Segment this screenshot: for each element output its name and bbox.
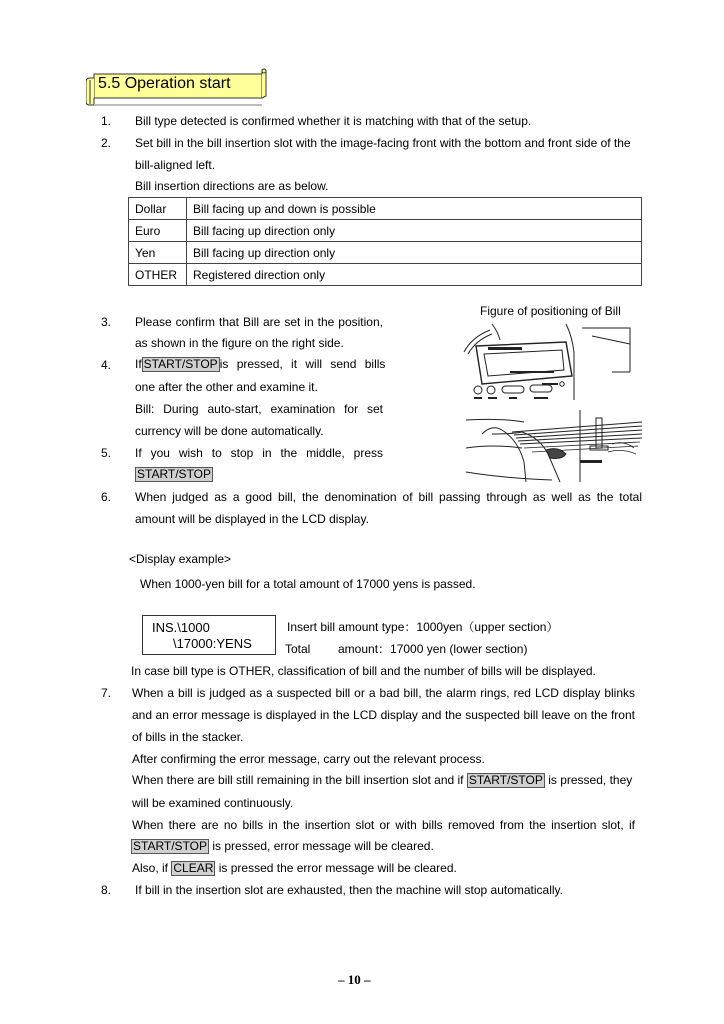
direction-cell: Bill facing up direction only bbox=[187, 220, 642, 242]
bill-positioning-figure bbox=[462, 322, 644, 482]
item-6-line-2: amount will be displayed in the LCD display. bbox=[135, 512, 369, 526]
item-7-line-7: When there are no bills in the insertion slot or with bills removed from the insertion slot, if bbox=[132, 818, 635, 832]
display-example-label: <Display example> bbox=[129, 552, 232, 566]
display-example-description: When 1000-yen bill for a total amount of 17000 yens is passed. bbox=[140, 577, 476, 591]
item-4-line-2: one after the other and examine it. bbox=[135, 380, 318, 394]
item-7-line-6: will be examined continuously. bbox=[132, 796, 294, 810]
currency-cell: OTHER bbox=[129, 264, 187, 286]
item-7-line-8 bbox=[131, 839, 434, 854]
item-number: 2. bbox=[101, 136, 112, 150]
item-7-line-1: When a bill is judged as a suspected bill or a bad bill, the alarm rings, red LCD display blinks bbox=[132, 686, 635, 700]
item-7-line-5 bbox=[132, 773, 632, 788]
table-row bbox=[129, 220, 642, 242]
item-7-line-5-post: is pressed, they bbox=[548, 773, 633, 787]
item-2-line-2: bill-aligned left. bbox=[135, 158, 216, 172]
item-2-line-1: Set bill in the bill insertion slot with the image-facing front with the bottom and front side of the bbox=[135, 136, 631, 150]
lcd-line-1: INS.\1000 bbox=[152, 620, 210, 635]
lcd-legend-lower-value: amount：17000 yen (lower section) bbox=[338, 642, 528, 656]
table-row bbox=[129, 264, 642, 286]
item-5-line-2 bbox=[135, 467, 213, 482]
other-bill-note: In case bill type is OTHER, classification of bill and the number of bills will be displayed. bbox=[131, 664, 596, 678]
item-3-line-2: as shown in the figure on the right side. bbox=[135, 336, 344, 350]
start-stop-key-label: START/STOP bbox=[133, 839, 208, 853]
currency-cell: Yen bbox=[129, 242, 187, 264]
item-7-line-5-pre: When there are bill still remaining in the bill insertion slot and if bbox=[132, 773, 464, 787]
item-3-line-1: Please confirm that Bill are set in the position, bbox=[135, 315, 383, 329]
item-number: 5. bbox=[101, 446, 112, 460]
lcd-display-example bbox=[142, 615, 276, 655]
item-7-line-3: of bills in the stacker. bbox=[132, 730, 244, 744]
item-7-line-9-post: is pressed the error message will be cleared. bbox=[218, 861, 457, 875]
item-number: 8. bbox=[101, 883, 112, 897]
start-stop-key-label: START/STOP bbox=[137, 467, 212, 481]
table-row bbox=[129, 242, 642, 264]
item-7-line-4: After confirming the error message, carry out the relevant process. bbox=[132, 752, 485, 766]
item-7-line-8-post: is pressed, error message will be cleared. bbox=[212, 839, 434, 853]
item-4-line-3: Bill: During auto-start, examination for set bbox=[135, 402, 383, 416]
item-7-line-2: and an error message is displayed in the LCD display and the suspected bill leave on the front bbox=[132, 708, 635, 722]
start-stop-key-label: START/STOP bbox=[143, 357, 218, 371]
item-4-pre: If bbox=[135, 357, 142, 371]
item-number: 7. bbox=[101, 686, 112, 700]
bill-direction-table bbox=[128, 197, 642, 286]
bill-counter-machine-illustration bbox=[462, 322, 644, 482]
item-2-line-3: Bill insertion directions are as below. bbox=[135, 179, 329, 193]
item-7-line-9-pre: Also, if bbox=[132, 861, 169, 875]
item-number: 1. bbox=[101, 114, 112, 128]
item-number: 6. bbox=[101, 490, 112, 504]
figure-caption: Figure of positioning of Bill bbox=[480, 304, 621, 318]
lcd-legend-upper: Insert bill amount type：1000yen（upper section） bbox=[287, 620, 559, 634]
start-stop-key-label: START/STOP bbox=[468, 773, 543, 787]
direction-cell: Registered direction only bbox=[187, 264, 642, 286]
item-7-line-9 bbox=[132, 861, 457, 876]
section-heading-banner bbox=[86, 68, 266, 105]
direction-cell: Bill facing up direction only bbox=[187, 242, 642, 264]
item-4-line-1 bbox=[135, 357, 386, 372]
item-4-line-4: currency will be done automatically. bbox=[135, 424, 324, 438]
lcd-legend-lower-label: Total bbox=[285, 642, 311, 656]
lcd-line-2: \17000:YENS bbox=[173, 636, 252, 651]
item-8-text: If bill in the insertion slot are exhausted, then the machine will stop automatically. bbox=[135, 883, 564, 897]
item-5-line-1: If you wish to stop in the middle, press bbox=[135, 446, 383, 460]
item-number: 4. bbox=[101, 358, 112, 372]
section-title: 5.5 Operation start bbox=[98, 75, 231, 92]
item-number: 3. bbox=[101, 315, 112, 329]
page-number: – 10 – bbox=[338, 972, 371, 987]
item-1-text: Bill type detected is confirmed whether it is matching with that of the setup. bbox=[135, 114, 532, 128]
table-row bbox=[129, 198, 642, 220]
currency-cell: Dollar bbox=[129, 198, 187, 220]
direction-cell: Bill facing up and down is possible bbox=[187, 198, 642, 220]
item-6-line-1: When judged as a good bill, the denomination of bill passing through as well as the total bbox=[135, 490, 642, 504]
clear-key-label: CLEAR bbox=[173, 861, 214, 875]
currency-cell: Euro bbox=[129, 220, 187, 242]
item-4-post: is pressed, it will send bills bbox=[219, 357, 386, 371]
